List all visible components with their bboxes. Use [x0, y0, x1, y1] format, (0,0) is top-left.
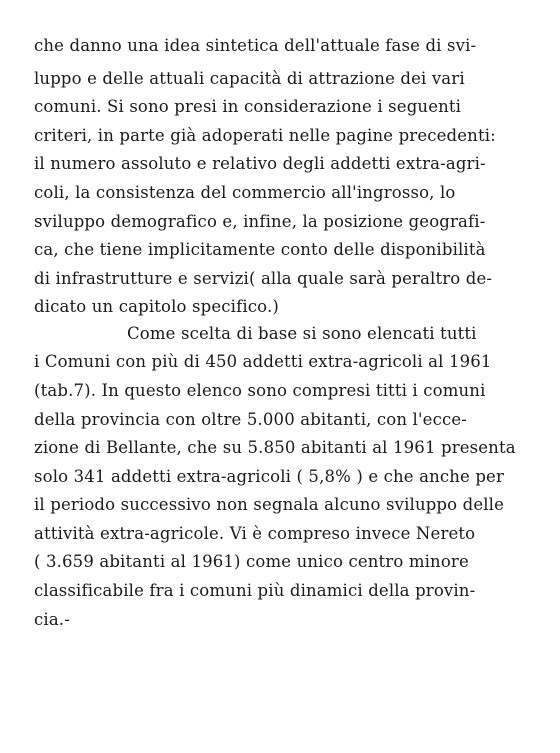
text-line: luppo e delle attuali capacità di attrazione dei vari: [34, 69, 465, 88]
text-line: comuni. Si sono presi in considerazione i seguenti: [34, 97, 462, 116]
text-line: solo 341 addetti extra-agricoli ( 5,8% ) e che anche per: [34, 467, 505, 486]
text-line: il periodo successivo non segnala alcuno sviluppo delle: [34, 495, 505, 514]
text-line: (tab.7). In questo elenco sono compresi titti i comuni: [34, 381, 486, 400]
text-line: Come scelta di base si sono elencati tutti: [127, 324, 477, 343]
text-line: dicato un capitolo specifico.): [34, 297, 279, 316]
text-line: classificabile fra i comuni più dinamici della provin-: [34, 581, 476, 600]
text-line: della provincia con oltre 5.000 abitanti, con l'ecce-: [34, 410, 468, 429]
text-line: che danno una idea sintetica dell'attuale fase di svi-: [34, 36, 477, 55]
text-line: il numero assoluto e relativo degli addetti extra-agri-: [34, 154, 486, 173]
text-line: ca, che tiene implicitamente conto delle disponibilità: [34, 240, 486, 259]
text-line: sviluppo demografico e, infine, la posizione geografi-: [34, 212, 486, 231]
text-line: ( 3.659 abitanti al 1961) come unico centro minore: [34, 552, 469, 571]
text-line: di infrastrutture e servizi( alla quale sarà peraltro de-: [34, 269, 493, 288]
text-line: zione di Bellante, che su 5.850 abitanti al 1961 presenta: [34, 438, 516, 457]
text-line: cia.-: [34, 610, 70, 629]
text-line: attività extra-agricole. Vi è compreso invece Nereto: [34, 524, 476, 543]
text-line: i Comuni con più di 450 addetti extra-agricoli al 1961: [34, 352, 492, 371]
text-line: coli, la consistenza del commercio all'ingrosso, lo: [34, 183, 456, 202]
text-line: criteri, in parte già adoperati nelle pagine precedenti:: [34, 126, 496, 145]
